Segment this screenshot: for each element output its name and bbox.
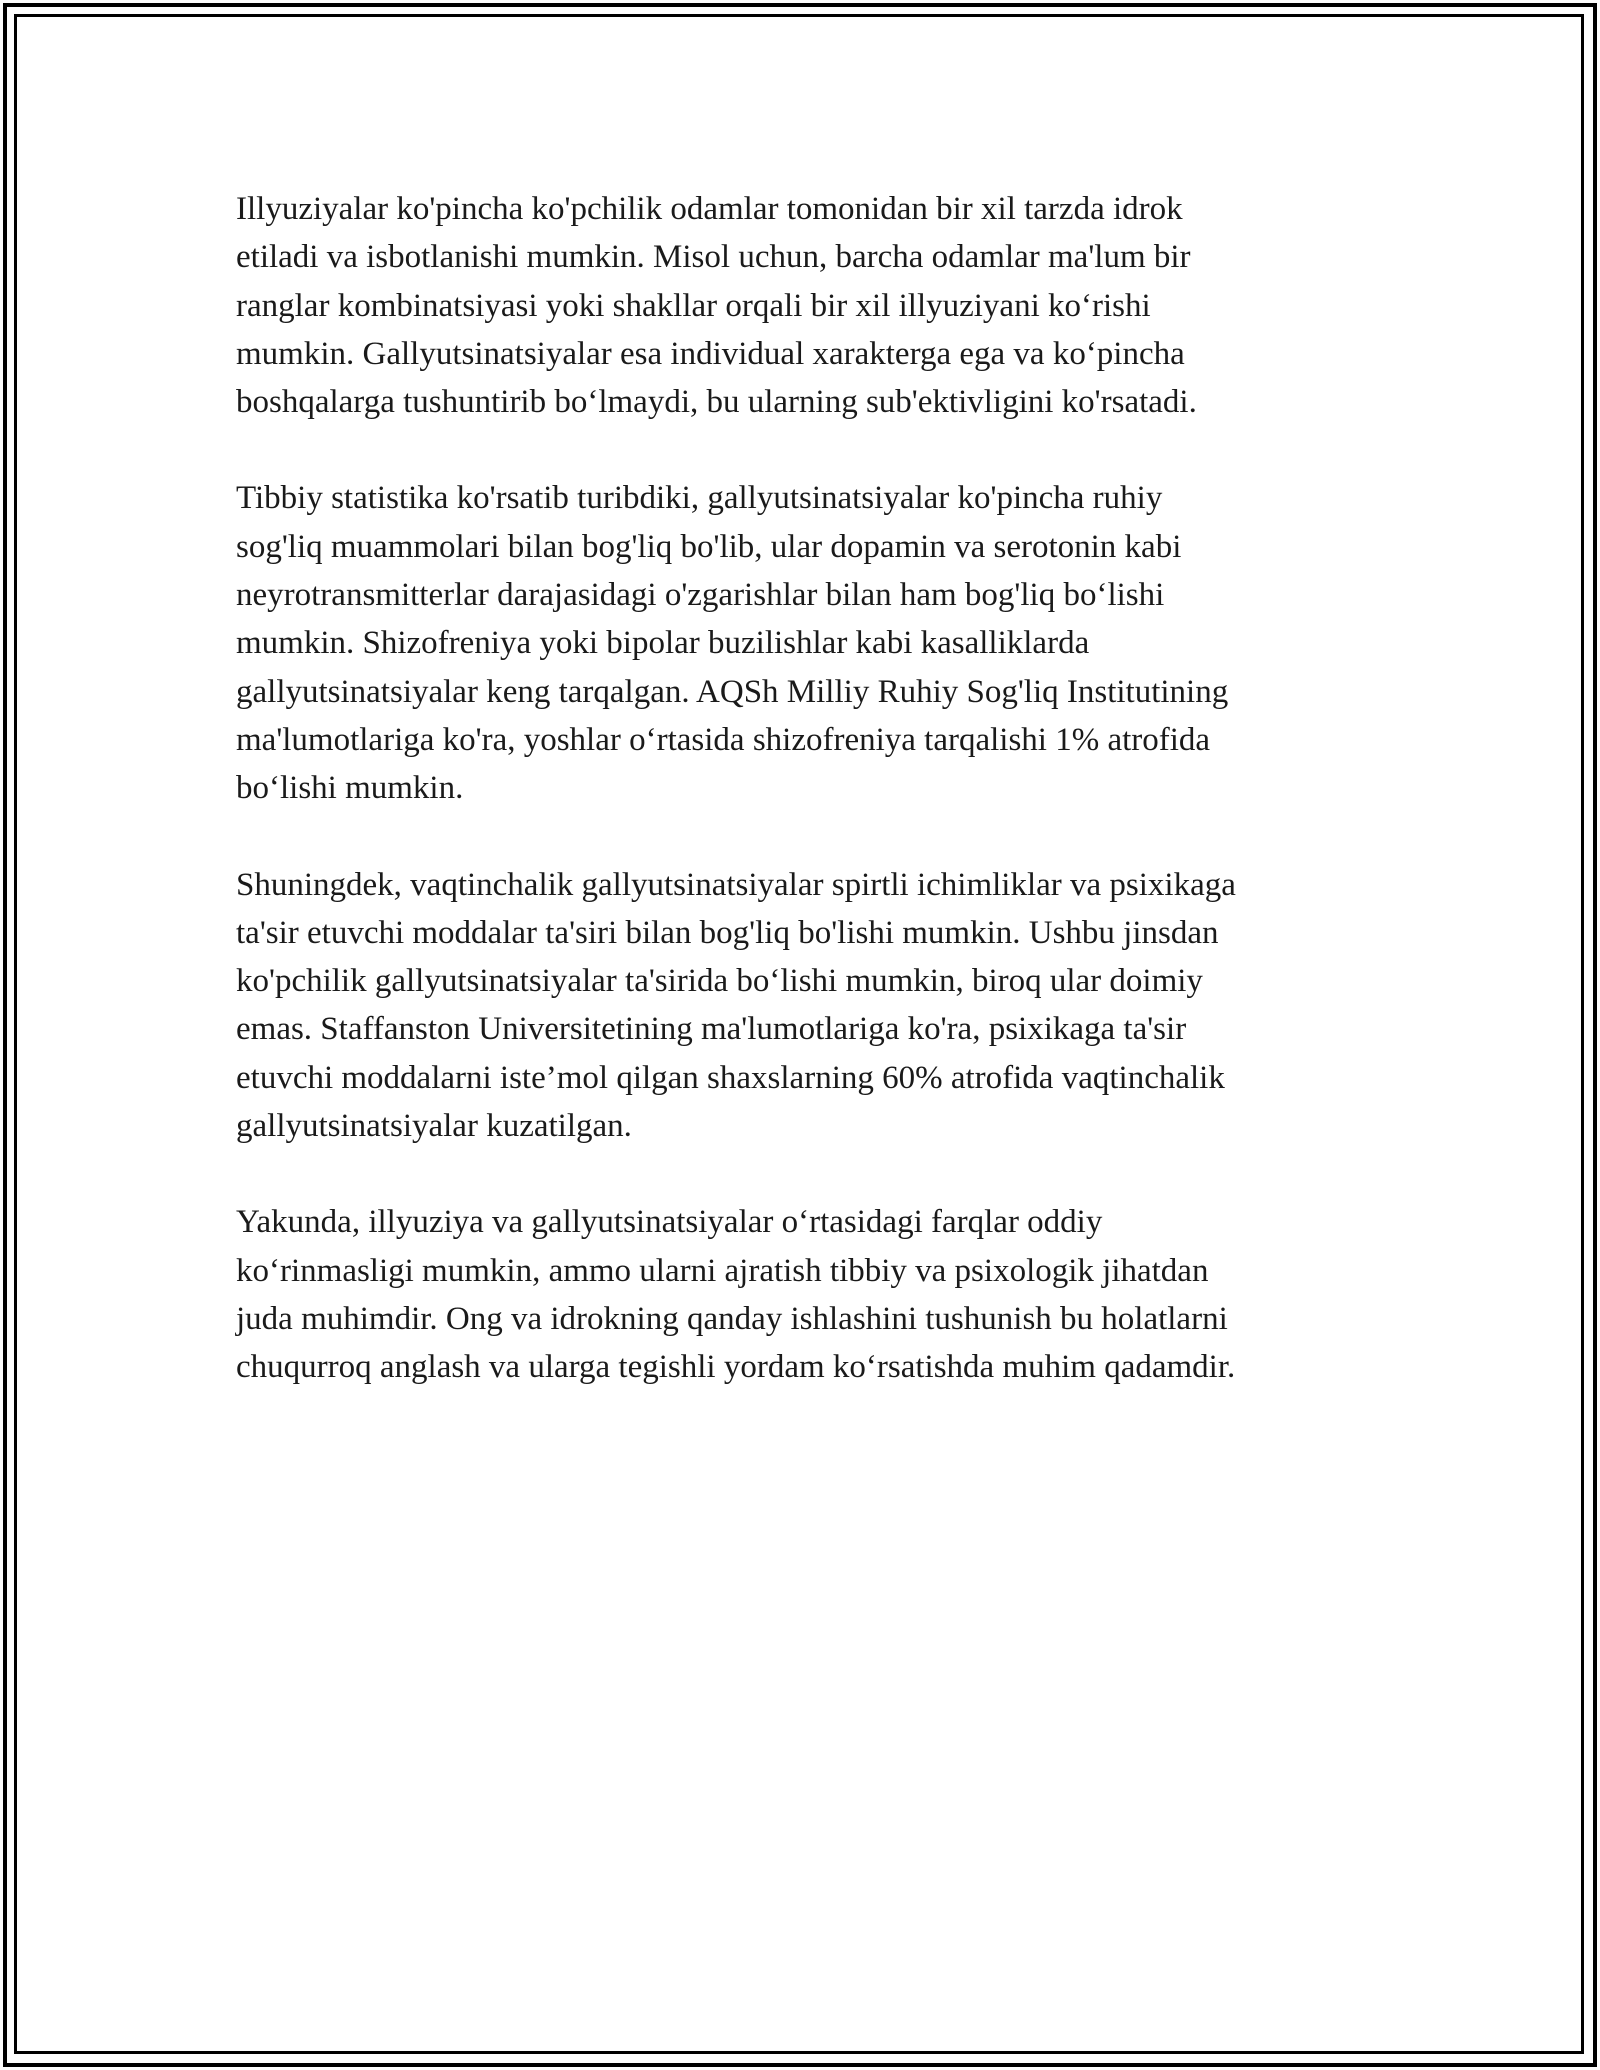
text-line: bo‘lishi mumkin.	[236, 770, 464, 807]
text-line: sog'liq muammolari bilan bog'liq bo'lib, ular dopamin va serotonin kabi	[236, 528, 1182, 565]
text-line: juda muhimdir. Ong va idrokning qanday ishlashini tushunish bu holatlarni	[236, 1300, 1228, 1337]
text-line: ko‘rinmasligi mumkin, ammo ularni ajratish tibbiy va psixologik jihatdan	[236, 1252, 1209, 1289]
text-line: ta'sir etuvchi moddalar ta'siri bilan bog'liq bo'lishi mumkin. Ushbu jinsdan	[236, 914, 1219, 951]
text-line: neyrotransmitterlar darajasidagi o'zgarishlar bilan ham bog'liq bo‘lishi	[236, 577, 1165, 614]
text-line: Illyuziyalar ko'pincha ko'pchilik odamlar tomonidan bir xil tarzda idrok	[236, 191, 1183, 227]
text-line: emas. Staffanston Universitetining ma'lumotlariga ko'ra, psixikaga ta'sir	[236, 1011, 1187, 1048]
text-line: etuvchi moddalarni iste’mol qilgan shaxslarning 60% atrofida vaqtinchalik	[236, 1059, 1225, 1096]
text-line: Tibbiy statistika ko'rsatib turibdiki, gallyutsinatsiyalar ko'pincha ruhiy	[236, 480, 1163, 517]
text-line: mumkin. Shizofreniya yoki bipolar buzilishlar kabi kasalliklarda	[236, 625, 1090, 662]
text-line: gallyutsinatsiyalar kuzatilgan.	[236, 1108, 632, 1145]
text-line: chuqurroq anglash va ularga tegishli yordam ko‘rsatishda muhim qadamdir.	[236, 1349, 1236, 1386]
text-line: Shuningdek, vaqtinchalik gallyutsinatsiyalar spirtli ichimliklar va psixikaga	[236, 866, 1236, 903]
paragraph-conclusion	[236, 1198, 1376, 1391]
text-line: gallyutsinatsiyalar keng tarqalgan. AQSh Milliy Ruhiy Sog'liq Institutining	[236, 673, 1229, 710]
text-line: ranglar kombinatsiyasi yoki shakllar orqali bir xil illyuziyani ko‘rishi	[236, 287, 1151, 324]
text-line: etiladi va isbotlanishi mumkin. Misol uchun, barcha odamlar ma'lum bir	[236, 239, 1191, 276]
document-body	[236, 185, 1376, 1440]
text-line: ma'lumotlariga ko'ra, yoshlar o‘rtasida shizofreniya tarqalishi 1% atrofida	[236, 721, 1211, 758]
paragraph-medical-statistics	[236, 474, 1376, 812]
paragraph-temporary-hallucinations	[236, 861, 1376, 1151]
text-line: mumkin. Gallyutsinatsiyalar esa individual xarakterga ega va ko‘pincha	[236, 335, 1185, 372]
text-line: ko'pchilik gallyutsinatsiyalar ta'sirida bo‘lishi mumkin, biroq ular doimiy	[236, 963, 1203, 1000]
text-line: Yakunda, illyuziya va gallyutsinatsiyalar o‘rtasidagi farqlar oddiy	[236, 1204, 1103, 1241]
text-line: boshqalarga tushuntirib bo‘lmaydi, bu ularning sub'ektivligini ko'rsatadi.	[236, 384, 1197, 421]
paragraph-illusions-vs-hallucinations	[236, 185, 1376, 426]
